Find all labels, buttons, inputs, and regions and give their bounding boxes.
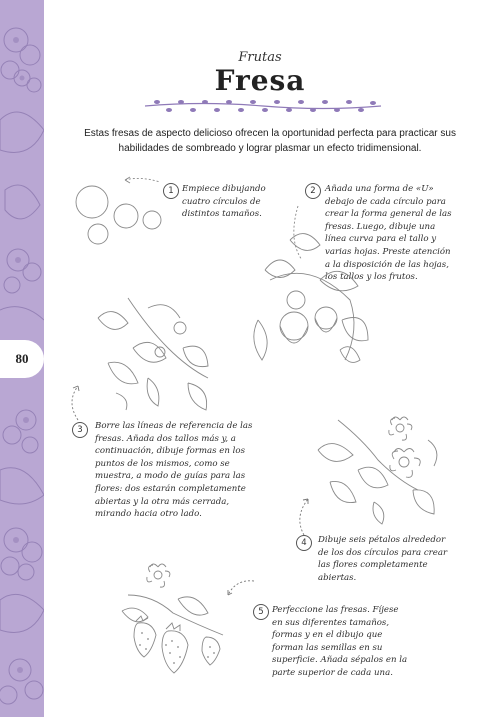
page-number: 80 <box>0 340 44 378</box>
section-subtitle: Frutas <box>238 50 282 65</box>
step-3-stems-sketch <box>88 288 223 413</box>
step-4-number: 4 <box>296 535 312 551</box>
step-3-arrow <box>62 380 92 422</box>
step-5-strawberries-sketch <box>118 555 238 675</box>
step-5-number: 5 <box>253 604 269 620</box>
step-5-arrow <box>222 575 258 605</box>
step-4-arrow <box>290 495 320 540</box>
step-1-text: Empiece dibujando cuatro círculos de distintos tamaños. <box>182 184 266 220</box>
vine-ornament <box>143 98 383 118</box>
step-1-circles-sketch <box>70 170 180 250</box>
step-4-flowers-sketch <box>308 410 448 525</box>
step-5-text: Perfeccione las fresas. Fíjese en sus diferentes tamaños, formas y en el dibujo que forman las semillas en su superficie. Añada sépalos en la parte superior de cada una. <box>272 605 408 678</box>
step-3-number: 3 <box>72 422 88 438</box>
step-2-text: Añada una forma de «U» debajo de cada círculo para crear la forma general de las fresas. Luego, dibuje una línea curva para el tallo y varias hojas. Preste atención a la disposición de las hojas, los tallos y los frutos. <box>325 184 452 283</box>
step-2-leaves-sketch <box>250 200 380 380</box>
step-1-number: 1 <box>163 183 179 199</box>
intro-paragraph: Estas fresas de aspecto delicioso ofrecen la oportunidad perfecta para practicar sus habilidades de sombreado y lograr plasmar un efecto tridimensional. <box>84 128 456 154</box>
step-3-text: Borre las líneas de referencia de las fresas. Añada dos tallos más y, a continuación, dibuje formas en los puntos de los mismos, como se muestra, a modo de guías para las flores: dos estarán completamente abiertas y la otra más cerrada, mirando hacia otro lado. <box>95 421 253 520</box>
step-2-number: 2 <box>305 183 321 199</box>
step-4-text: Dibuje seis pétalos alrededor de los dos círculos para crear las flores completamente abiertas. <box>318 535 448 583</box>
page-title: Fresa <box>214 64 306 97</box>
